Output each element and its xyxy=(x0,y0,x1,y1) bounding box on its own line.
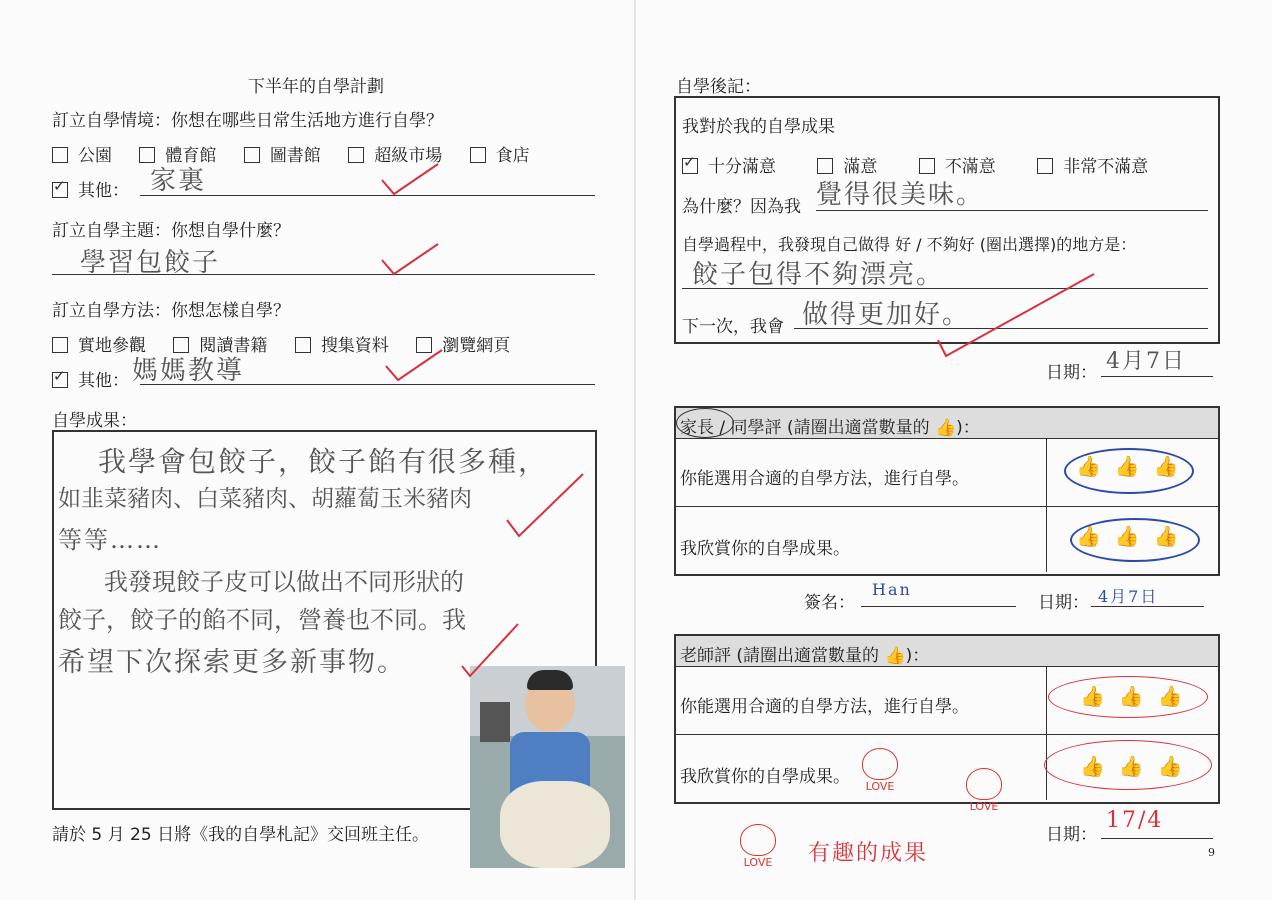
situation-other[interactable]: ✓其他： xyxy=(52,176,129,201)
checkbox[interactable] xyxy=(817,158,833,174)
bear-stamp: LOVE xyxy=(740,824,776,869)
photo-child-with-dumplings xyxy=(470,666,625,868)
answer-line xyxy=(816,210,1208,211)
result-line: 等等…… xyxy=(58,526,162,554)
bear-stamp: LOVE xyxy=(966,768,1002,813)
option-restaurant[interactable]: 食店 xyxy=(470,141,530,166)
teacher-check-mark xyxy=(936,270,1096,360)
reflection-date-value: 4月7日 xyxy=(1106,349,1186,374)
right-page xyxy=(636,0,1272,900)
option-supermarket[interactable]: 超級市場 xyxy=(348,141,442,166)
thumbs-up-icon: 👍 xyxy=(1114,454,1154,478)
question-method: 訂立自學方法：你想怎樣自學？ xyxy=(52,301,290,321)
thumbs-up-icon: 👍 xyxy=(1080,684,1119,708)
method-other-answer: 媽媽教導 xyxy=(132,356,245,386)
teacher-header-text: 老師評 (請圈出適當數量的 xyxy=(680,646,880,666)
next-answer: 做得更加好。 xyxy=(802,300,971,330)
result-line: 我學會包餃子，餃子餡有很多種， xyxy=(98,445,549,478)
checkbox[interactable] xyxy=(1037,158,1053,174)
method-other[interactable]: ✓其他： xyxy=(52,366,129,391)
answer-line xyxy=(52,274,595,275)
teacher-check-mark xyxy=(380,160,440,200)
answer-line xyxy=(1101,376,1213,377)
teacher-check-mark xyxy=(384,346,444,386)
thumbs-up-icon: 👍 xyxy=(1153,454,1193,478)
teacher-check-mark xyxy=(505,470,585,540)
teacher-check-mark xyxy=(460,620,520,680)
option-unsatisfied[interactable]: 不滿意 xyxy=(919,152,996,177)
parent-rating2-circle xyxy=(1070,518,1200,562)
process-answer: 餃子包得不夠漂亮。 xyxy=(692,260,945,290)
teacher-date-label: 日期： xyxy=(1046,825,1097,845)
teacher-comment: 有趣的成果 xyxy=(808,841,929,866)
situation-other-answer: 家裏 xyxy=(150,166,207,196)
parent-date-value: 4月7日 xyxy=(1098,587,1159,606)
plan-title: 下半年的自學計劃 xyxy=(248,77,384,97)
why-answer: 覺得很美味。 xyxy=(816,180,985,210)
situation-options xyxy=(52,141,552,166)
footer-instruction: 請於 5 月 25 日將《我的自學札記》交回班主任。 xyxy=(52,825,430,845)
option-field-visit[interactable]: 實地參觀 xyxy=(52,331,146,356)
sign-label: 簽名： xyxy=(804,593,855,613)
checkbox[interactable] xyxy=(295,337,311,353)
why-label: 為什麼？因為我 xyxy=(682,197,801,217)
question-topic: 訂立自學主題：你想自學什麼？ xyxy=(52,221,290,241)
answer-line xyxy=(1101,838,1213,839)
option-park[interactable]: 公園 xyxy=(52,141,112,166)
checkbox-checked[interactable] xyxy=(52,182,68,198)
method-options xyxy=(52,331,532,356)
teacher-row1: 你能選用合適的自學方法，進行自學。 xyxy=(680,697,969,717)
option-very-unsatisfied[interactable]: 非常不滿意 xyxy=(1037,152,1148,177)
satisfaction-question: 我對於我的自學成果 xyxy=(682,117,835,137)
option-research[interactable]: 搜集資料 xyxy=(295,331,389,356)
thumbs-up-icon: 👍 xyxy=(934,418,957,438)
thumbs-up-icon: 👍 xyxy=(884,646,906,666)
thumbs-up-icon: 👍 xyxy=(1157,684,1197,708)
teacher-rating2-circle xyxy=(1044,740,1212,790)
reflection-title: 自學後記： xyxy=(676,77,761,97)
parent-rating1-circle xyxy=(1064,448,1194,494)
parent-header-text: 家長 / 同學評 (請圈出適當數量的 xyxy=(680,418,930,438)
parent-evaluation-table xyxy=(674,406,1220,576)
answer-line xyxy=(140,195,595,196)
question-situation: 訂立自學情境：你想在哪些日常生活地方進行自學？ xyxy=(52,111,443,131)
topic-answer: 學習包餃子 xyxy=(80,248,221,278)
checkbox[interactable] xyxy=(919,158,935,174)
checkbox[interactable] xyxy=(470,147,486,163)
thumbs-up-icon: 👍 xyxy=(1118,754,1158,778)
thumbs-up-icon: 👍 xyxy=(1076,454,1115,478)
next-label: 下一次，我會 xyxy=(682,317,784,337)
teacher-check-mark xyxy=(380,240,440,280)
reflection-date-label: 日期： xyxy=(1046,363,1097,383)
checkbox[interactable] xyxy=(52,147,68,163)
bear-stamp: LOVE xyxy=(862,748,898,793)
result-line: 希望下次探索更多新事物。 xyxy=(58,647,406,678)
checkbox[interactable] xyxy=(52,337,68,353)
result-line: 我發現餃子皮可以做出不同形狀的 xyxy=(104,568,464,596)
thumbs-up-icon: 👍 xyxy=(1118,684,1158,708)
thumbs-up-icon: 👍 xyxy=(1114,524,1154,548)
thumbs-up-icon: 👍 xyxy=(1076,524,1115,548)
checkbox-checked[interactable] xyxy=(682,158,698,174)
result-label: 自學成果： xyxy=(52,411,137,431)
option-satisfied[interactable]: 滿意 xyxy=(817,152,877,177)
result-line: 如韭菜豬肉、白菜豬肉、胡蘿蔔玉米豬肉 xyxy=(58,486,472,512)
checkbox[interactable] xyxy=(348,147,364,163)
option-reading[interactable]: 閱讀書籍 xyxy=(173,331,267,356)
checkbox[interactable] xyxy=(244,147,260,163)
process-label: 自學過程中，我發現自己做得 好 / 不夠好 (圈出選擇)的地方是： xyxy=(682,235,1137,254)
parent-evaluation-header: 家長 / 同學評 (請圈出適當數量的 👍)： xyxy=(676,408,1218,439)
sign-value: Han xyxy=(872,580,912,599)
parent-date-label: 日期： xyxy=(1038,593,1089,613)
result-line: 餃子，餃子的餡不同，營養也不同。我 xyxy=(58,606,466,634)
teacher-rating1-circle xyxy=(1048,676,1208,718)
answer-line xyxy=(861,606,1016,607)
option-browse-web[interactable]: 瀏覽網頁 xyxy=(416,331,510,356)
teacher-evaluation-table xyxy=(674,634,1220,804)
parent-row2: 我欣賞你的自學成果。 xyxy=(680,539,850,559)
thumbs-up-icon: 👍 xyxy=(1080,754,1119,778)
thumbs-up-icon: 👍 xyxy=(1157,754,1197,778)
option-very-satisfied[interactable]: ✓十分滿意 xyxy=(682,152,776,177)
parent-row1: 你能選用合適的自學方法，進行自學。 xyxy=(680,469,969,489)
teacher-row2: 我欣賞你的自學成果。 xyxy=(680,767,850,787)
option-gym[interactable]: 體育館 xyxy=(139,141,216,166)
checkbox-checked[interactable] xyxy=(52,372,68,388)
page-number: 9 xyxy=(1208,846,1215,859)
thumbs-up-icon: 👍 xyxy=(1153,524,1193,548)
teacher-evaluation-header: 老師評 (請圈出適當數量的 👍)： xyxy=(676,636,1218,667)
circled-parent xyxy=(676,408,734,438)
teacher-date-value: 17/4 xyxy=(1106,808,1164,833)
option-library[interactable]: 圖書館 xyxy=(244,141,321,166)
answer-line xyxy=(1091,606,1204,607)
